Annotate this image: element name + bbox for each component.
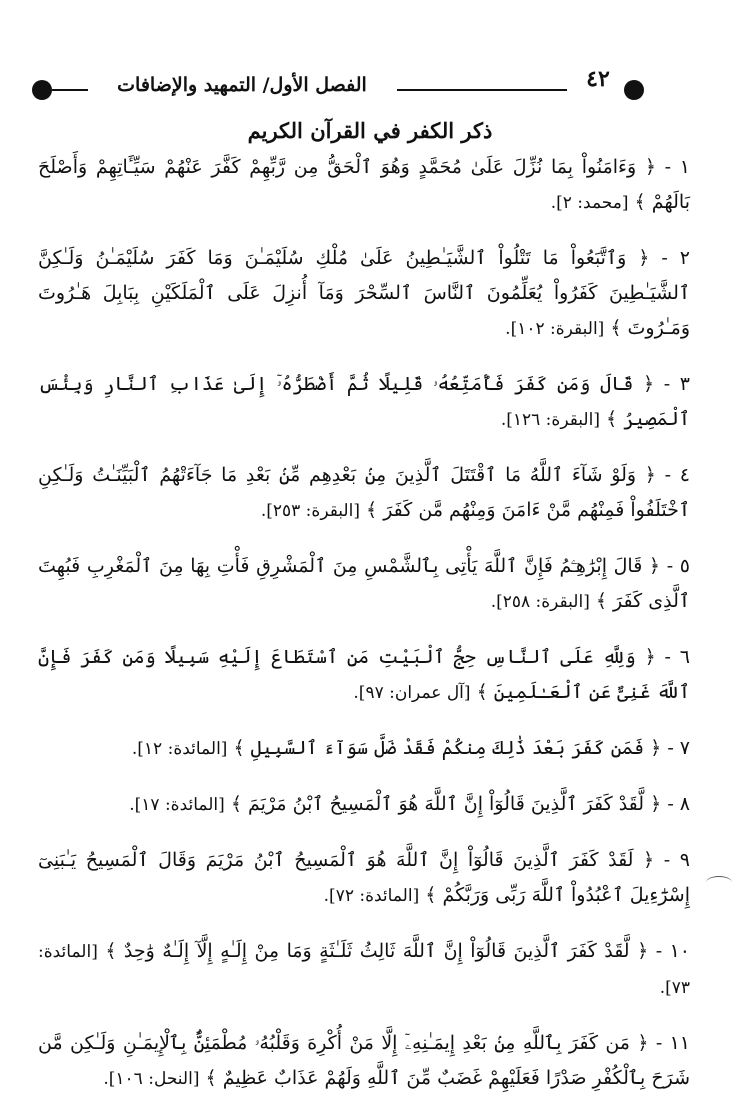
- verse-reference: [البقرة: ٢٥٣].: [260, 501, 360, 521]
- verse-text: ﴿ لَّقَدْ كَفَرَ ٱلَّذِينَ قَالُوٓاْ إِنَّ ٱللَّهَ ثَالِثُ ثَلَـٰثَةٍ وَمَا مِنْ إِلَـٰهٍ إِلَّآ إِلَـٰهٌ وَٰحِدٌ ﴾: [105, 940, 649, 962]
- verse-text: ﴿ وَءَامَنُواْ بِمَا نُزِّلَ عَلَىٰ مُحَمَّدٍ وَهُوَ ٱلْحَقُّ مِن رَّبِّهِمْ كَفَّرَ عَنْهُمْ سَيِّـَٔاتِهِمْ وَأَصْلَحَ بَالَهُمْ ﴾: [38, 156, 690, 213]
- verse-item: [38, 731, 690, 767]
- verse-item: [38, 843, 690, 914]
- verse-item: [38, 787, 690, 823]
- verse-reference: [البقرة: ١٢٦].: [500, 410, 600, 430]
- verse-list: [38, 150, 690, 1117]
- verse-reference: [المائدة: ١٢].: [131, 739, 228, 759]
- verse-text: ﴿ لَقَدْ كَفَرَ ٱلَّذِينَ قَالُوٓاْ إِنَّ ٱللَّهَ هُوَ ٱلْمَسِيحُ ٱبْنُ مَرْيَمَ وَقَالَ ٱلْمَسِيحُ يَـٰبَنِىٓ إِسْرَٰٓءِيلَ ٱعْبُدُواْ ٱللَّهَ رَبِّى وَرَبَّكُمْ ﴾: [38, 849, 690, 906]
- verse-text: ﴿ وَٱتَّبَعُواْ مَا تَتْلُواْ ٱلشَّيَـٰطِينُ عَلَىٰ مُلْكِ سُلَيْمَـٰنَ وَمَا كَفَرَ سُلَيْمَـٰنُ وَلَـٰكِنَّ ٱلشَّيَـٰطِينَ كَفَرُواْ يُعَلِّمُونَ ٱلنَّاسَ ٱلسِّحْرَ وَمَآ أُنزِلَ عَلَى ٱلْمَلَكَيْنِ بِبَابِلَ هَـٰرُوتَ وَمَـٰرُوتَ ﴾: [38, 247, 690, 339]
- verse-reference: [المائدة: ٧٢].: [323, 886, 420, 906]
- header-bullet-left: [32, 80, 52, 100]
- verse-reference: [البقرة: ٢٥٨].: [490, 592, 590, 612]
- page-number: ٤٢: [586, 66, 610, 92]
- header-rule-right: [397, 89, 567, 91]
- item-number: ٣ -: [663, 373, 690, 395]
- item-number: ٤ -: [664, 464, 690, 486]
- verse-item: [38, 367, 690, 438]
- header-rule-left: [52, 89, 88, 91]
- verse-item: [38, 934, 690, 1006]
- verse-item: [38, 549, 690, 620]
- verse-item: [38, 640, 690, 711]
- verse-item: [38, 241, 690, 347]
- verse-reference: [البقرة: ١٠٢].: [505, 319, 605, 339]
- verse-text: ﴿ فَمَن كَفَرَ بَعْدَ ذَٰلِكَ مِنكُمْ فَقَدْ ضَلَّ سَوَآءَ ٱلسَّبِيلِ ﴾: [233, 737, 662, 759]
- item-number: ٩ -: [663, 849, 690, 871]
- item-number: ٥ -: [666, 555, 690, 577]
- header-bullet-right: [624, 80, 644, 100]
- verse-item: [38, 458, 690, 529]
- verse-text: ﴿ قَالَ وَمَن كَفَرَ فَأُمَتِّعُهُۥ قَلِيلًا ثُمَّ أَضْطَرُّهُۥٓ إِلَىٰ عَذَابِ ٱلنَّارِ وَبِئْسَ ٱلْمَصِيرُ ﴾: [38, 373, 690, 430]
- verse-text: ﴿ مَن كَفَرَ بِٱللَّهِ مِنۢ بَعْدِ إِيمَـٰنِهِۦٓ إِلَّا مَنْ أُكْرِهَ وَقَلْبُهُۥ مُطْمَئِنٌّۢ بِٱلْإِيمَـٰنِ وَلَـٰكِن مَّن شَرَحَ بِٱلْكُفْرِ صَدْرًا فَعَلَيْهِمْ غَضَبٌ مِّنَ ٱللَّهِ وَلَهُمْ عَذَابٌ عَظِيمٌ ﴾: [38, 1032, 690, 1089]
- verse-text: ﴿ وَلَوْ شَآءَ ٱللَّهُ مَا ٱقْتَتَلَ ٱلَّذِينَ مِنۢ بَعْدِهِم مِّنۢ بَعْدِ مَا جَآءَتْهُمُ ٱلْبَيِّنَـٰتُ وَلَـٰكِنِ ٱخْتَلَفُواْ فَمِنْهُم مَّنْ ءَامَنَ وَمِنْهُم مَّن كَفَرَ ﴾: [38, 464, 690, 521]
- verse-item: [38, 1026, 690, 1097]
- verse-reference: [آل عمران: ٩٧].: [353, 683, 471, 703]
- item-number: ١١ -: [655, 1032, 690, 1054]
- item-number: ١ -: [664, 156, 690, 178]
- item-number: ٦ -: [664, 646, 690, 668]
- verse-reference: [المائدة: ١٧].: [129, 795, 225, 815]
- section-title: ذكر الكفر في القرآن الكريم: [247, 118, 493, 143]
- item-number: ٧ -: [667, 737, 690, 759]
- verse-reference: [محمد: ٢].: [550, 193, 629, 213]
- verse-text: ﴿ وَلِلَّهِ عَلَى ٱلنَّاسِ حِجُّ ٱلْبَيْتِ مَنِ ٱسْتَطَاعَ إِلَيْهِ سَبِيلًا وَمَن كَفَرَ فَإِنَّ ٱللَّهَ غَنِىٌّ عَنِ ٱلْعَـٰلَمِينَ ﴾: [38, 646, 690, 703]
- verse-reference: [النحل: ١٠٦].: [103, 1069, 200, 1089]
- running-title: الفصل الأول/ التمهيد والإضافات: [117, 74, 367, 96]
- margin-mark: [706, 876, 732, 889]
- verse-text: ﴿ لَّقَدْ كَفَرَ ٱلَّذِينَ قَالُوٓاْ إِنَّ ٱللَّهَ هُوَ ٱلْمَسِيحُ ٱبْنُ مَرْيَمَ ﴾: [230, 793, 662, 815]
- item-number: ٨ -: [667, 793, 690, 815]
- item-number: ٢ -: [661, 247, 690, 269]
- verse-reference: [المائدة: ٧٣].: [38, 942, 690, 998]
- item-number: ١٠ -: [655, 940, 690, 962]
- verse-item: [38, 150, 690, 221]
- page-header: [22, 62, 654, 112]
- verse-text: ﴿ قَالَ إِبْرَٰهِـۧمُ فَإِنَّ ٱللَّهَ يَأْتِى بِٱلشَّمْسِ مِنَ ٱلْمَشْرِقِ فَأْتِ بِهَا مِنَ ٱلْمَغْرِبِ فَبُهِتَ ٱلَّذِى كَفَرَ ﴾: [38, 555, 690, 612]
